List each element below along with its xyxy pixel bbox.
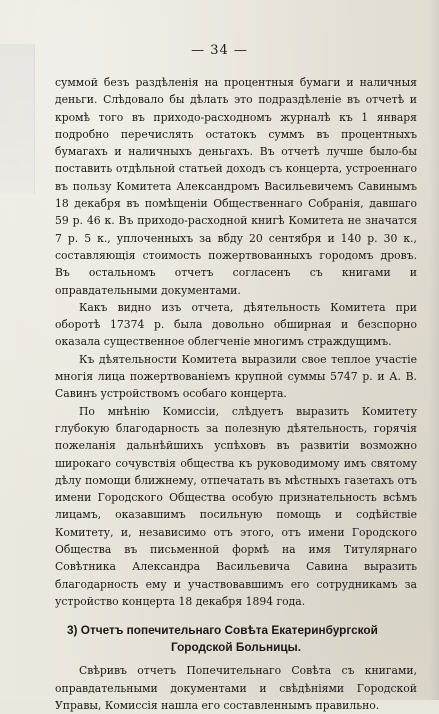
paragraph-4: По мнѣнію Комиссіи, слѣдуетъ выразить Комитету глубокую благодарность за полезную дѣятельность, горячія пожеланія дальнѣйшихъ успѣховъ въ развитіи возможно широкаго сочувствія общества къ руководимому имъ святому дѣлу помощи ближнему, отпечатать въ мѣстныхъ газетахъ отъ имени Городского Общества особую признательность всѣмъ лицамъ, оказавшимъ посильную помощь и содѣйствіе Комитету, и, независимо отъ этого, отъ имени Городского Общества въ письменной формѣ на имя Титулярнаго Совѣтника Александра Васильевича Савина выразить благодарность ему и участвовавшимъ его сотрудникамъ за устройство концерта 18 декабря 1894 года. (55, 404, 417, 608)
paragraph-1: суммой безъ раздѣленія на процентныя бумаги и наличныя деньги. Слѣдовало бы дѣлать это подраздѣленіе въ отчетѣ и кромѣ того въ приходо-расходномъ журналѣ къ 1 января подробно перечислять остатокъ суммъ въ процентныхъ бумагахъ и наличныхъ деньгахъ. Въ отчетѣ лучше было-бы поставить отдѣльной статьей доходъ съ концерта, устроеннаго въ пользу Комитета Александромъ Васильевичемъ Савинымъ 18 декабря въ помѣщеніи Общественнаго Собранія, давшаго 59 р. 46 к. Въ приходо-расходной книгѣ Комитета не значатся 7 р. 5 к., уплоченныхъ за вбду 20 сентября и 140 р. 30 к., составляющія стоимость пожертвованныхъ городомъ дровъ. Въ остальномъ отчетъ согласенъ съ книгами и оправдательными документами. (55, 76, 417, 297)
paragraph-3: Къ дѣятельности Комитета выразили свое теплое участіе многія лица пожертвованіемъ крупной суммы 5747 р. и А. В. Савинъ устройствомъ особаго концерта. (55, 352, 417, 401)
paragraph-5: Свѣривъ отчетъ Попечительнаго Совѣта съ книгами, оправдательными документами и свѣдѣніями Городской Управы, Комиссія нашла его составленнымъ правильно. (55, 664, 417, 712)
stamp-mark (0, 44, 35, 194)
section-heading-line-2: Городской Больницы. (170, 640, 302, 655)
body-text (55, 74, 417, 714)
paragraph-2: Какъ видно изъ отчета, дѣятельность Комитета при оборотѣ 17374 р. была довольно обширная и безспорно оказала существенное облегченіе многимъ страждущимъ. (55, 300, 417, 349)
section-heading (55, 622, 417, 656)
page-number: — 34 — (191, 43, 248, 58)
section-heading-line-1: 3) Отчетъ попечительнаго Совѣта Екатеринбургской (67, 623, 378, 638)
page-edge-shadow (429, 0, 439, 700)
